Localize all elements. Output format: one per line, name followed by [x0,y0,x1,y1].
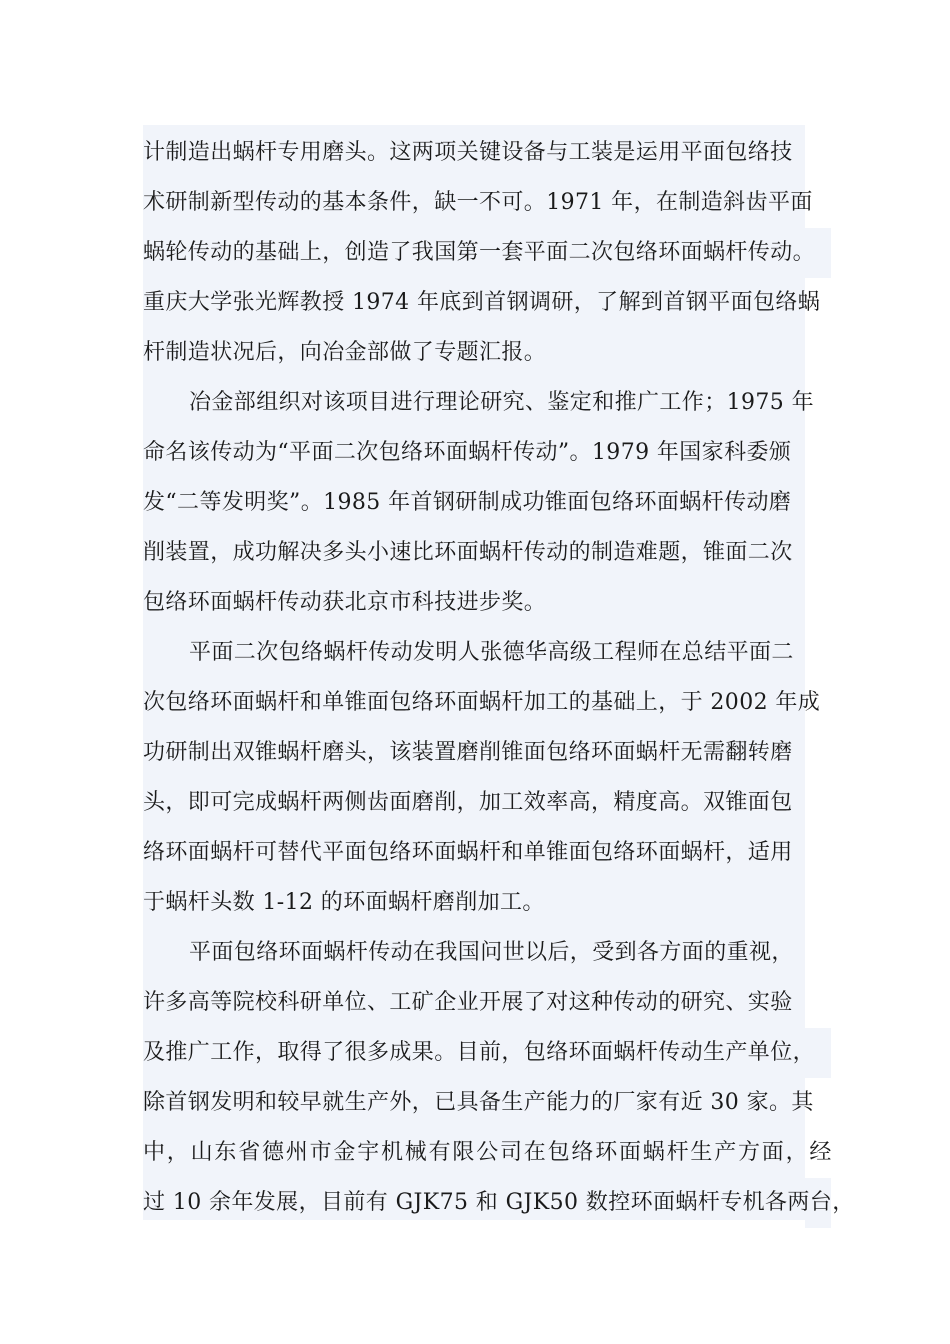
text-line: 包络环面蜗杆传动获北京市科技进步奖。 [143,590,547,615]
text-line: 平面包络环面蜗杆传动在我国问世以后，受到各方面的重视， [189,940,794,965]
text-line: 功研制出双锥蜗杆磨头，该装置磨削锥面包络环面蜗杆无需翻转磨 [143,740,793,765]
text-line: 于蜗杆头数 1-12 的环面蜗杆磨削加工。 [143,890,545,915]
text-line: 削装置，成功解决多头小速比环面蜗杆传动的制造难题，锥面二次 [143,540,793,565]
text-line: 及推广工作，取得了很多成果。目前，包络环面蜗杆传动生产单位， [143,1028,833,1078]
body-text [143,128,855,1228]
text-line: 除首钢发明和较早就生产外，已具备生产能力的厂家有近 30 家。其 [143,1090,814,1115]
text-line: 术研制新型传动的基本条件，缺一不可。1971 年，在制造斜齿平面 [143,190,813,215]
text-line: 许多高等院校科研单位、工矿企业开展了对这种传动的研究、实验 [143,990,793,1015]
text-line: 过 10 余年发展，目前有 GJK75 和 GJK50 数控环面蜗杆专机各两台， [143,1178,833,1228]
text-line: 重庆大学张光辉教授 1974 年底到首钢调研，了解到首钢平面包络蜗 [143,290,821,315]
text-line: 冶金部组织对该项目进行理论研究、鉴定和推广工作；1975 年 [189,390,814,415]
text-line: 命名该传动为“平面二次包络环面蜗杆传动”。1979 年国家科委颁 [143,440,792,465]
text-line: 杆制造状况后，向冶金部做了专题汇报。 [143,340,547,365]
text-line: 计制造出蜗杆专用磨头。这两项关键设备与工装是运用平面包络技 [143,140,793,165]
text-line: 次包络环面蜗杆和单锥面包络环面蜗杆加工的基础上，于 2002 年成 [143,690,821,715]
text-line: 蜗轮传动的基础上，创造了我国第一套平面二次包络环面蜗杆传动。 [143,228,833,278]
text-line: 平面二次包络蜗杆传动发明人张德华高级工程师在总结平面二 [189,640,794,665]
text-line: 络环面蜗杆可替代平面包络环面蜗杆和单锥面包络环面蜗杆，适用 [143,840,793,865]
text-line: 发“二等发明奖”。1985 年首钢研制成功锥面包络环面蜗杆传动磨 [143,490,792,515]
text-line: 头，即可完成蜗杆两侧齿面磨削，加工效率高，精度高。双锥面包 [143,790,793,815]
text-line: 中，山东省德州市金宇机械有限公司在包络环面蜗杆生产方面，经 [143,1140,834,1165]
